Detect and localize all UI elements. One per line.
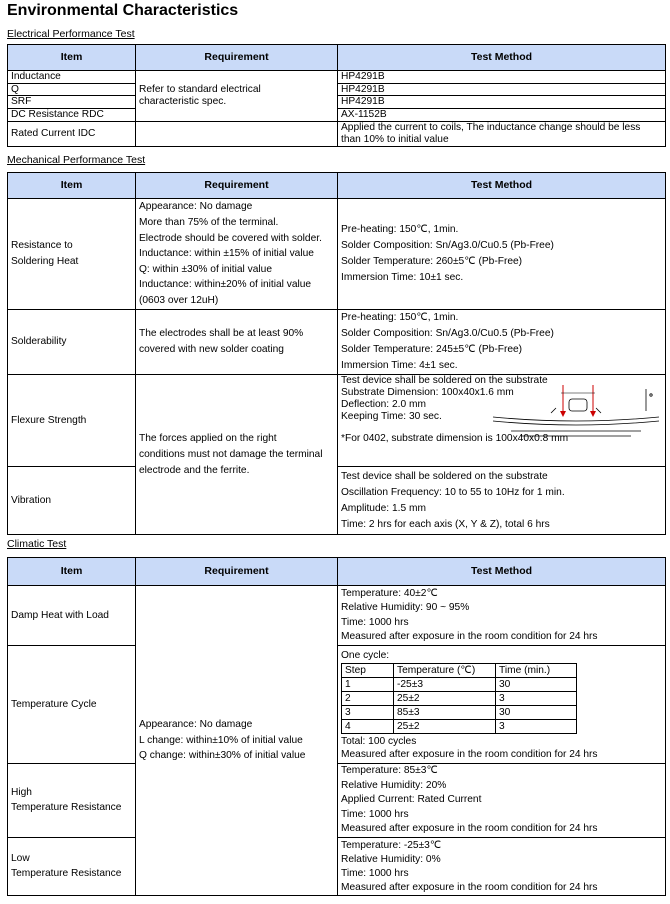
item-q: Q — [8, 83, 136, 96]
item-srf: SRF — [8, 96, 136, 109]
method-rated-current: Applied the current to coils, The inductance change should be less than 10% to initial value — [338, 121, 666, 146]
electrical-requirement: Refer to standard electrical characteristic spec. — [136, 71, 338, 122]
table-row: 2 25±2 3 — [342, 691, 577, 705]
item-rated-current: Rated Current IDC — [8, 121, 136, 146]
temperature-cycle-method: One cycle: Step Temperature (℃) Time (min.) 1 -25±3 30 2 25±2 3 3 85±3 30 4 25±2 3 Total: 100 cycles Measured after exposure in the room condition for 24 hrs — [338, 646, 666, 764]
flexure-vibration-requirement: The forces applied on the right conditions must not damage the terminal electrode and the ferrite. — [136, 375, 338, 535]
item-vibration: Vibration — [8, 467, 136, 535]
item-soldering-heat: Resistance to Soldering Heat — [8, 199, 136, 310]
damp-heat-method: Temperature: 40±2℃ Relative Humidity: 90 ~ 95% Time: 1000 hrs Measured after exposure in the room condition for 24 hrs — [338, 586, 666, 646]
item-temperature-cycle: Temperature Cycle — [8, 646, 136, 764]
flexure-method: Test device shall be soldered on the substrate Substrate Dimension: 100x40x1.6 mm Deflection: 2.0 mm Keeping Time: 30 sec. *For 0402, substrate dimension is 100x40x0.8 mm — [338, 375, 666, 467]
item-damp-heat: Damp Heat with Load — [8, 586, 136, 646]
solderability-requirement: The electrodes shall be at least 90% covered with new solder coating — [136, 310, 338, 375]
col-method: Test Method — [338, 558, 666, 586]
climatic-heading: Climatic Test — [7, 538, 67, 550]
method-inductance: HP4291B — [338, 71, 666, 84]
high-temperature-method: Temperature: 85±3℃ Relative Humidity: 20% Applied Current: Rated Current Time: 1000 hrs Measured after exposure in the room condition for 24 hrs — [338, 764, 666, 838]
cycle-header-row: Step Temperature (℃) Time (min.) — [342, 663, 577, 677]
soldering-heat-method: Pre-heating: 150℃, 1min. Solder Composition: Sn/Ag3.0/Cu0.5 (Pb-Free) Solder Temperature: 260±5℃ (Pb-Free) Immersion Time: 10±1 sec. — [338, 199, 666, 310]
page-title: Environmental Characteristics — [7, 2, 239, 19]
item-solderability: Solderability — [8, 310, 136, 375]
col-method: Test Method — [338, 45, 666, 71]
electrical-heading: Electrical Performance Test — [7, 28, 135, 40]
rated-current-requirement — [136, 121, 338, 146]
solderability-method: Pre-heating: 150℃, 1min. Solder Composition: Sn/Ag3.0/Cu0.5 (Pb-Free) Solder Temperature: 245±5℃ (Pb-Free) Immersion Time: 4±1 sec. — [338, 310, 666, 375]
method-dc-resistance: AX-1152B — [338, 109, 666, 122]
col-requirement: Requirement — [136, 45, 338, 71]
mechanical-heading: Mechanical Performance Test — [7, 154, 146, 166]
low-temperature-method: Temperature: -25±3℃ Relative Humidity: 0% Time: 1000 hrs Measured after exposure in the room condition for 24 hrs — [338, 838, 666, 896]
table-row: 1 -25±3 30 — [342, 677, 577, 691]
vibration-method: Test device shall be soldered on the substrate Oscillation Frequency: 10 to 55 to 10Hz for 1 min. Amplitude: 1.5 mm Time: 2 hrs for each axis (X, Y & Z), total 6 hrs — [338, 467, 666, 535]
soldering-heat-requirement: Appearance: No damage More than 75% of the terminal. Electrode should be covered with solder. Inductance: within ±15% of initial value Q: within ±30% of initial value Inductance: within±20% of initial value (0603 over 12uH) — [136, 199, 338, 310]
cycle-table — [341, 663, 577, 734]
col-requirement: Requirement — [136, 173, 338, 199]
method-srf: HP4291B — [338, 96, 666, 109]
item-flexure: Flexure Strength — [8, 375, 136, 467]
col-item: Item — [8, 558, 136, 586]
climatic-table — [7, 557, 666, 896]
col-item: Item — [8, 173, 136, 199]
table-row: 4 25±2 3 — [342, 719, 577, 733]
item-inductance: Inductance — [8, 71, 136, 84]
col-method: Test Method — [338, 173, 666, 199]
method-q: HP4291B — [338, 83, 666, 96]
climatic-requirement: Appearance: No damage L change: within±10% of initial value Q change: within±30% of initial value — [136, 586, 338, 896]
table-row: 3 85±3 30 — [342, 705, 577, 719]
electrical-table — [7, 44, 666, 147]
item-high-temperature: High Temperature Resistance — [8, 764, 136, 838]
flexure-test-diagram — [491, 381, 661, 443]
item-dc-resistance: DC Resistance RDC — [8, 109, 136, 122]
item-low-temperature: Low Temperature Resistance — [8, 838, 136, 896]
col-requirement: Requirement — [136, 558, 338, 586]
col-item: Item — [8, 45, 136, 71]
mechanical-table — [7, 172, 666, 535]
